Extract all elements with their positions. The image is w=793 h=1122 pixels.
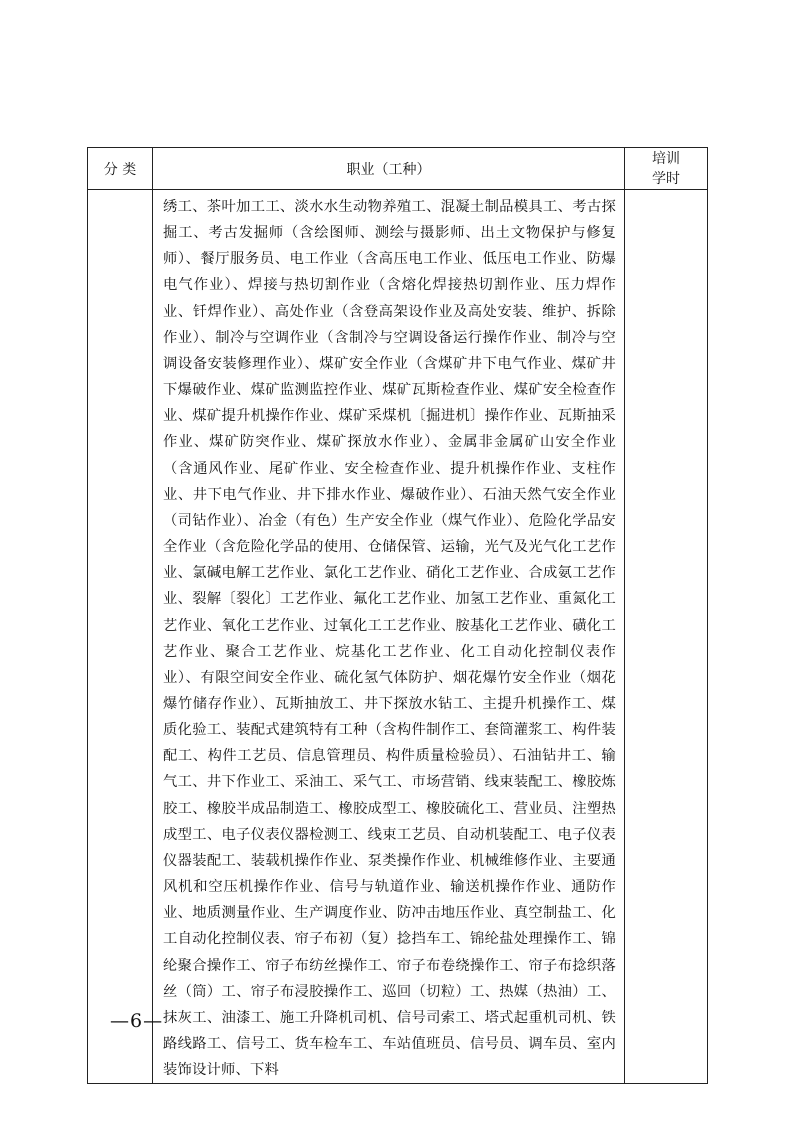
header-hours-line1: 培训	[652, 150, 680, 167]
occupation-list-text: 绣工、茶叶加工工、淡水水生动物养殖工、混凝土制品模具工、考古探掘工、考古发掘师（含绘图师、测绘与摄影师、出土文物保护与修复师）、餐厅服务员、电工作业（含高压电工作业、低压电工作业、防爆电气作业）、焊接与热切割作业（含熔化焊接热切割作业、压力焊作业、钎焊作业）、高处作业（含登高架设作业及高处安装、维护、拆除作业）、制冷与空调作业（含制冷与空调设备运行操作作业、制冷与空调设备安装修理作业）、煤矿安全作业（含煤矿井下电气作业、煤矿井下爆破作业、煤矿监测监控作业、煤矿瓦斯检查作业、煤矿安全检查作业、煤矿提升机操作作业、煤矿采煤机〔掘进机〕操作作业、瓦斯抽采作业、煤矿防突作业、煤矿探放水作业）、金属非金属矿山安全作业（含通风作业、尾矿作业、安全检查作业、提升机操作作业、支柱作业、井下电气作业、井下排水作业、爆破作业）、石油天然气安全作业（司钻作业）、冶金（有色）生产安全作业（煤气作业）、危险化学品安全作业（含危险化学品的使用、仓储保管、运输，光气及光气化工艺作业、氯碱电解工艺作业、氯化工艺作业、硝化工艺作业、合成氨工艺作业、裂解〔裂化〕工艺作业、氟化工艺作业、加氢工艺作业、重氮化工艺作业、氧化工艺作业、过氧化工工艺作业、胺基化工艺作业、磺化工艺作业、聚合工艺作业、烷基化工艺作业、化工自动化控制仪表作业）、有限空间安全作业、硫化氢气体防护、烟花爆竹安全作业（烟花爆竹储存作业）、瓦斯抽放工、井下探放水钻工、主提升机操作工、煤质化验工、装配式建筑特有工种（含构件制作工、套筒灌浆工、构件装配工、构件工艺员、信息管理员、构件质量检验员）、石油钻井工、输气工、井下作业工、采油工、采气工、市场营销、线束装配工、橡胶炼胶工、橡胶半成品制造工、橡胶成型工、橡胶硫化工、营业员、注塑热成型工、电子仪表仪器检测工、线束工艺员、自动机装配工、电子仪表仪器装配工、装载机操作作业、泵类操作作业、机械维修作业、主要通风机和空压机操作作业、信号与轨道作业、输送机操作作业、通防作业、地质测量作业、生产调度作业、防冲击地压作业、真空制盐工、化工自动化控制仪表、帘子布初（复）捻挡车工、锦纶盐处理操作工、锦纶聚合操作工、帘子布纺丝操作工、帘子布卷绕操作工、帘子布捻织落丝（筒）工、帘子布浸胶操作工、巡回（切粒）工、热媒（热油）工、抹灰工、油漆工、施工升降机司机、信号司索工、塔式起重机司机、铁路线路工、信号工、货车检车工、车站值班员、信号员、调车员、室内装饰设计师、下料	[163, 199, 616, 1079]
training-hours-cell	[625, 190, 708, 1084]
occupation-cell	[153, 190, 625, 1084]
page-number: —6—	[110, 1010, 164, 1032]
header-hours-line2: 学时	[652, 170, 680, 187]
header-training-hours	[625, 148, 708, 190]
occupation-training-table	[87, 147, 708, 1084]
header-category: 分 类	[88, 148, 153, 190]
table-header-row	[88, 148, 708, 190]
category-cell	[88, 190, 153, 1084]
header-occupation: 职业（工种）	[153, 148, 625, 190]
table-row	[88, 190, 708, 1084]
